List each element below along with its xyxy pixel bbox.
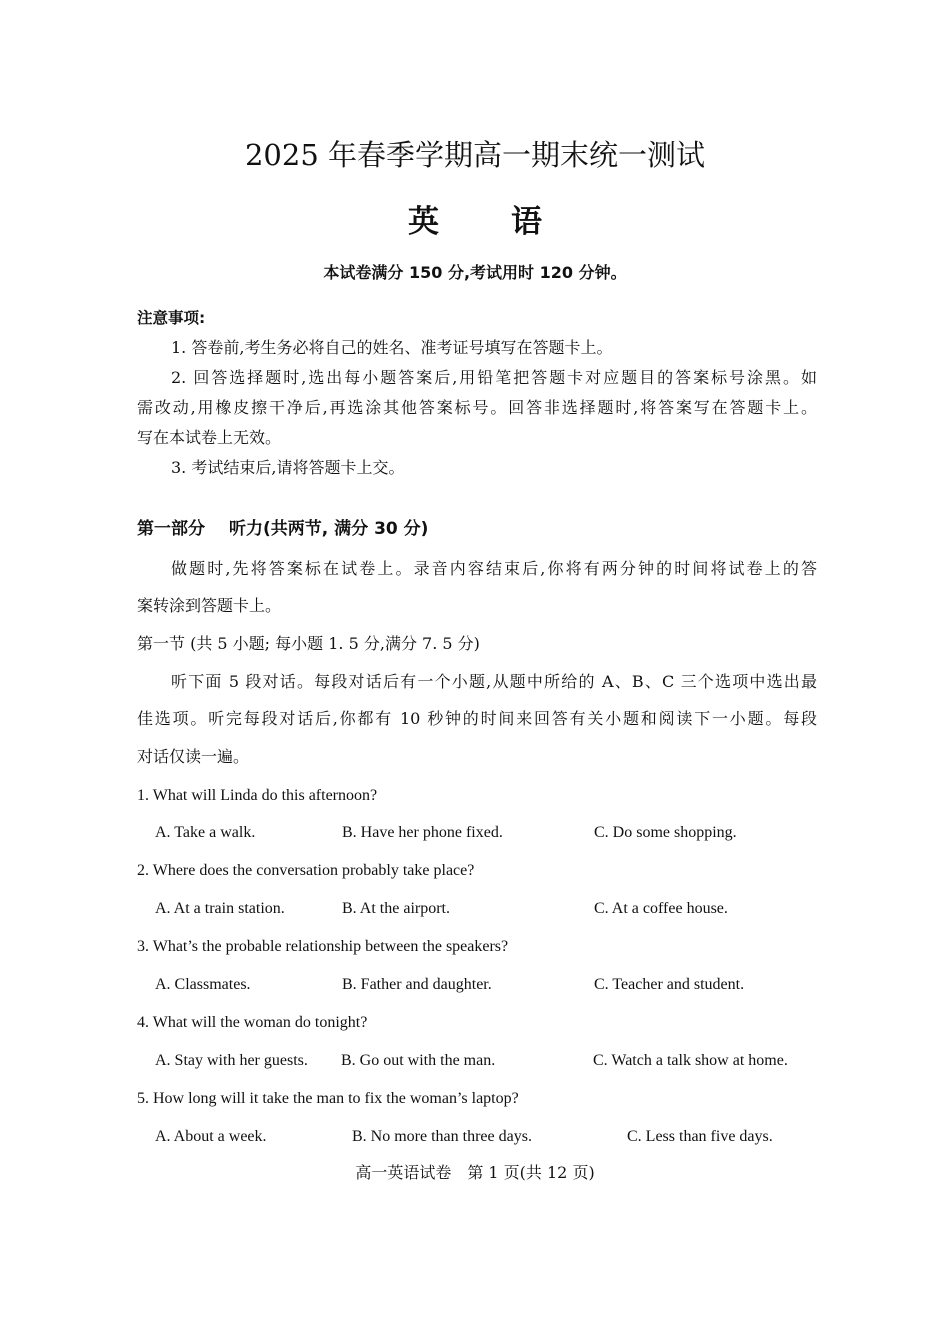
subject-title [0, 196, 950, 241]
subject-char-1: 英 [408, 204, 439, 240]
question-5-option-c: C. Less than five days. [627, 1128, 773, 1145]
question-4-option-b: B. Go out with the man. [341, 1052, 496, 1069]
question-3-stem: 3. What’s the probable relationship between the speakers? [137, 938, 509, 955]
question-5-option-b: B. No more than three days. [352, 1128, 532, 1145]
section1-intro-line-1: 听下面 5 段对话。每段对话后有一个小题,从题中所给的 A、B、C 三个选项中选出最 [171, 672, 817, 691]
question-2-option-b: B. At the airport. [342, 900, 450, 917]
notes-item-2-line-1: 2. 回答选择题时,选出每小题答案后,用铅笔把答题卡对应题目的答案标号涂黑。如 [171, 368, 817, 387]
question-4-option-a: A. Stay with her guests. [155, 1052, 308, 1069]
section1-heading: 第一节 (共 5 小题; 每小题 1. 5 分,满分 7. 5 分) [137, 634, 480, 653]
question-4-option-c: C. Watch a talk show at home. [593, 1052, 788, 1069]
part1-heading-title: 听力(共两节, 满分 30 分) [229, 519, 429, 539]
part1-intro-line-1: 做题时,先将答案标在试卷上。录音内容结束后,你将有两分钟的时间将试卷上的答 [171, 559, 817, 578]
question-3-option-c: C. Teacher and student. [594, 976, 745, 993]
notes-item-3: 3. 考试结束后,请将答题卡上交。 [171, 458, 405, 477]
question-5-option-a: A. About a week. [155, 1128, 267, 1145]
exam-title: 2025 年春季学期高一期末统一测试 [244, 138, 706, 172]
question-1-option-b: B. Have her phone fixed. [342, 824, 503, 841]
question-1-option-a: A. Take a walk. [155, 824, 256, 841]
section1-intro-line-3: 对话仅读一遍。 [137, 747, 250, 766]
question-2-option-a: A. At a train station. [155, 900, 285, 917]
notes-heading: 注意事项: [137, 309, 206, 327]
part1-intro-line-2: 案转涂到答题卡上。 [137, 596, 282, 615]
exam-meta: 本试卷满分 150 分,考试用时 120 分钟。 [323, 263, 627, 282]
part1-heading-label: 第一部分 [137, 519, 205, 539]
question-4-stem: 4. What will the woman do tonight? [137, 1014, 368, 1031]
question-2-option-c: C. At a coffee house. [594, 900, 728, 917]
question-3-option-b: B. Father and daughter. [342, 976, 492, 993]
question-1-option-c: C. Do some shopping. [594, 824, 737, 841]
subject-char-2: 语 [511, 204, 542, 240]
question-1-stem: 1. What will Linda do this afternoon? [137, 787, 378, 804]
notes-item-2-line-2: 需改动,用橡皮擦干净后,再选涂其他答案标号。回答非选择题时,将答案写在答题卡上。 [137, 398, 817, 417]
page-footer: 高一英语试卷 第 1 页(共 12 页) [355, 1163, 595, 1182]
question-3-option-a: A. Classmates. [155, 976, 251, 993]
question-5-stem: 5. How long will it take the man to fix the woman’s laptop? [137, 1090, 519, 1107]
notes-item-1: 1. 答卷前,考生务必将自己的姓名、准考证号填写在答题卡上。 [171, 338, 613, 357]
part1-heading [137, 518, 817, 540]
section1-intro-line-2: 佳选项。听完每段对话后,你都有 10 秒钟的时间来回答有关小题和阅读下一小题。每段 [137, 709, 817, 728]
notes-item-2-line-3: 写在本试卷上无效。 [137, 428, 282, 447]
question-2-stem: 2. Where does the conversation probably take place? [137, 862, 475, 879]
